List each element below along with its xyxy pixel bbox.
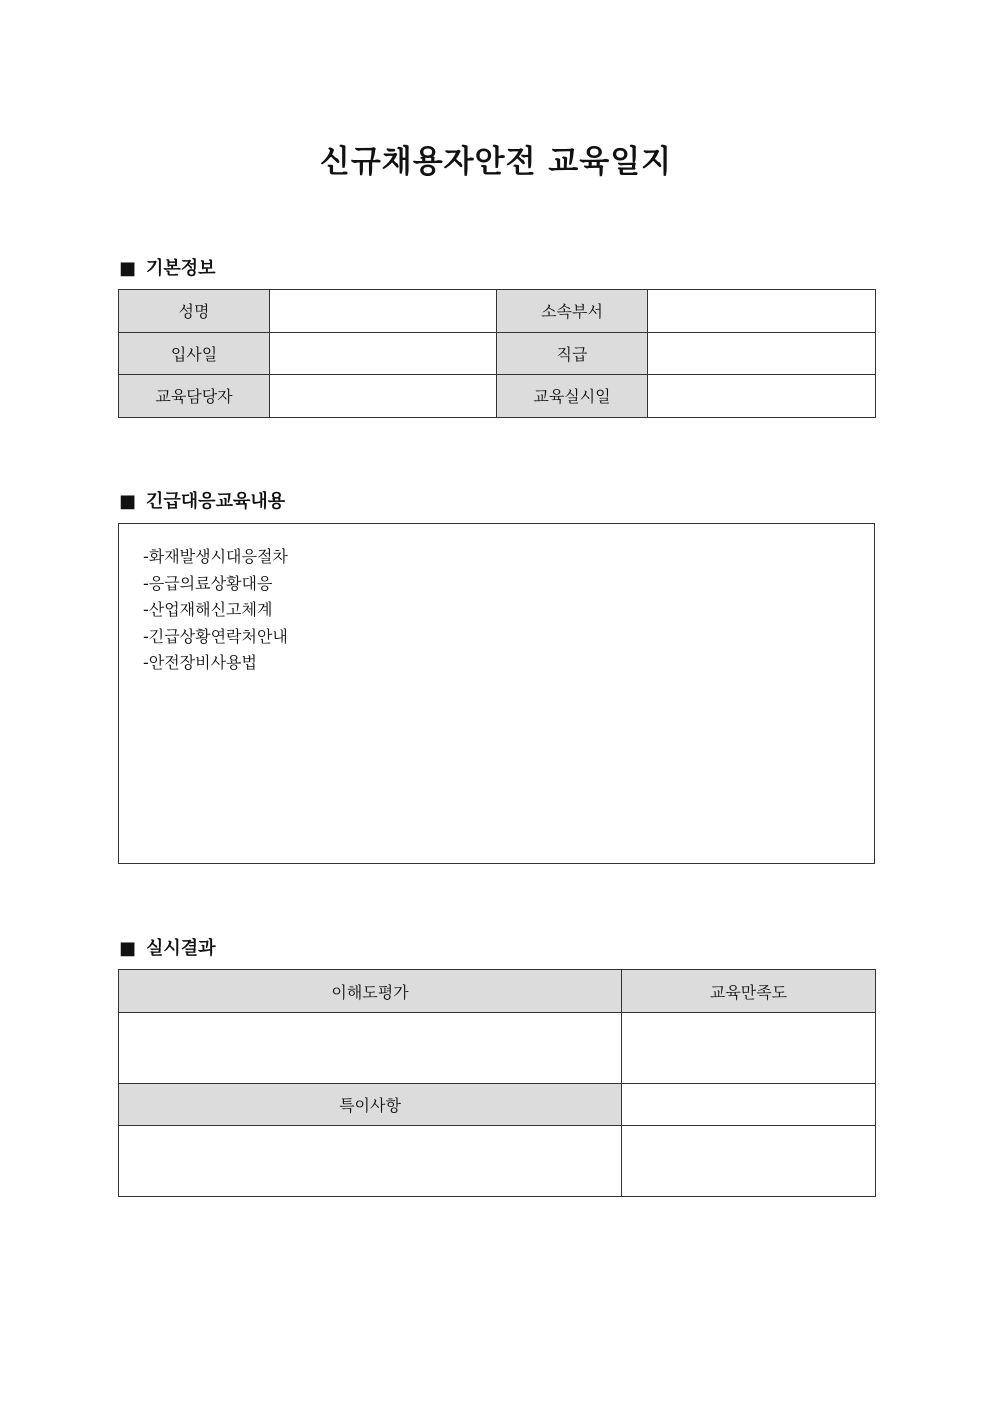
table-row bbox=[119, 1013, 876, 1084]
notes-side-cell[interactable] bbox=[622, 1084, 876, 1126]
hire-date-label: 입사일 bbox=[119, 332, 270, 375]
department-label: 소속부서 bbox=[497, 290, 648, 333]
table-row bbox=[119, 1084, 876, 1126]
results-table bbox=[118, 969, 876, 1197]
understanding-field[interactable] bbox=[119, 1013, 622, 1084]
name-label: 성명 bbox=[119, 290, 270, 333]
basic-info-table bbox=[118, 289, 876, 418]
square-bullet-icon: ■ bbox=[119, 258, 137, 279]
name-field[interactable] bbox=[270, 290, 497, 333]
understanding-label: 이해도평가 bbox=[119, 970, 622, 1013]
hire-date-field[interactable] bbox=[270, 332, 497, 375]
list-item: -긴급상황연락처안내 bbox=[143, 626, 288, 646]
department-field[interactable] bbox=[648, 290, 876, 333]
position-label: 직급 bbox=[497, 332, 648, 375]
instructor-field[interactable] bbox=[270, 375, 497, 418]
notes-side-field[interactable] bbox=[622, 1126, 876, 1197]
table-row bbox=[119, 290, 876, 333]
notes-label: 특이사항 bbox=[119, 1084, 622, 1126]
list-item: -안전장비사용법 bbox=[143, 653, 257, 672]
emergency-content-box[interactable] bbox=[118, 523, 875, 864]
table-row bbox=[119, 332, 876, 375]
section-heading-basic-info bbox=[119, 254, 216, 280]
table-row bbox=[119, 1126, 876, 1197]
emergency-content-list bbox=[143, 544, 874, 677]
training-date-field[interactable] bbox=[648, 375, 876, 418]
notes-field[interactable] bbox=[119, 1126, 622, 1197]
position-field[interactable] bbox=[648, 332, 876, 375]
square-bullet-icon: ■ bbox=[119, 491, 137, 512]
section-heading-results bbox=[119, 934, 216, 960]
training-date-label: 교육실시일 bbox=[497, 375, 648, 418]
satisfaction-label: 교육만족도 bbox=[622, 970, 876, 1013]
table-row bbox=[119, 375, 876, 418]
satisfaction-field[interactable] bbox=[622, 1013, 876, 1084]
section-heading-emergency bbox=[119, 487, 285, 513]
square-bullet-icon: ■ bbox=[119, 938, 137, 959]
section-heading-label: 기본정보 bbox=[146, 258, 216, 279]
instructor-label: 교육담당자 bbox=[119, 375, 270, 418]
document-title: 신규채용자안전 교육일지 bbox=[319, 144, 673, 180]
table-row bbox=[119, 970, 876, 1013]
list-item: -화재발생시대응절차 bbox=[143, 547, 288, 566]
section-heading-label: 실시결과 bbox=[146, 938, 216, 959]
list-item: -산업재해신고체계 bbox=[143, 600, 273, 619]
section-heading-label: 긴급대응교육내용 bbox=[146, 491, 286, 512]
list-item: -응급의료상황대응 bbox=[143, 573, 273, 593]
